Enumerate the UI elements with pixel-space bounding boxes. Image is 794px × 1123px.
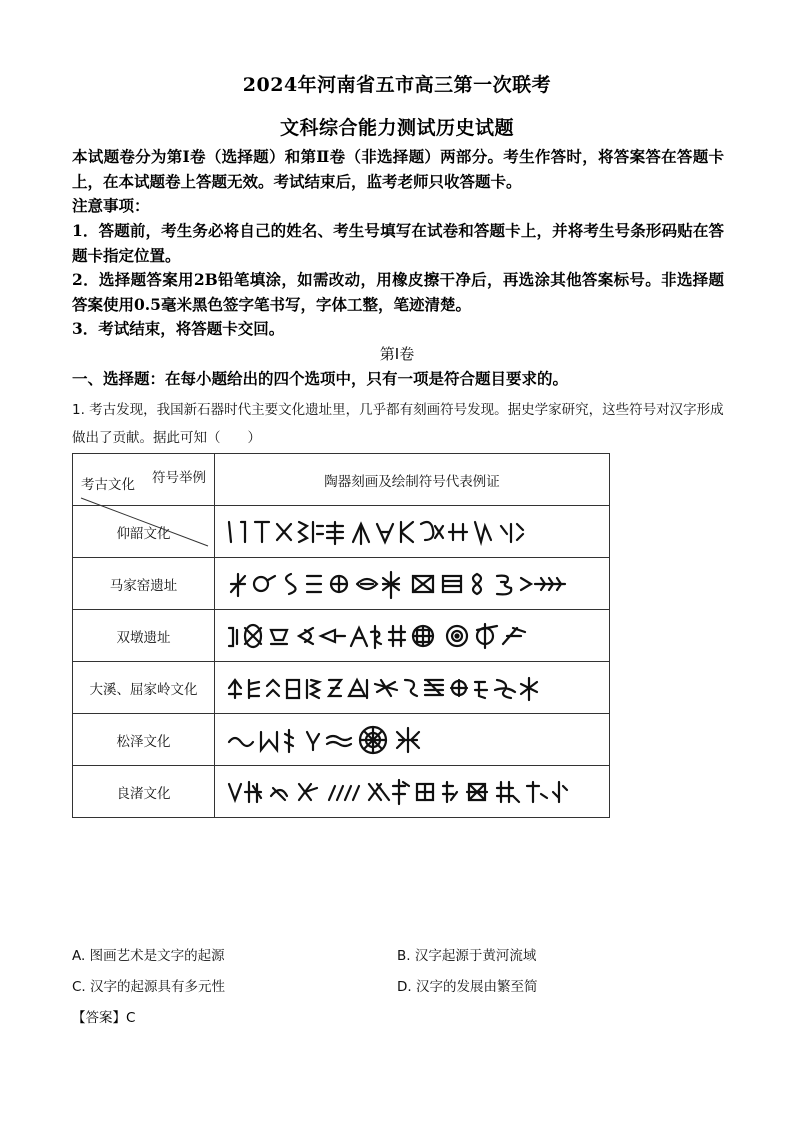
culture-name: 马家窑遗址 (73, 558, 215, 610)
table-row (73, 714, 610, 766)
exam-title: 2024年河南省五市高三第一次联考 (242, 74, 552, 96)
table-row (73, 610, 610, 662)
table-corner-cell (73, 454, 215, 506)
header-evidence: 陶器刻画及绘制符号代表例证 (215, 454, 610, 506)
option-a: A. 图画艺术是文字的起源 (72, 948, 225, 964)
symbol-glyphs (215, 714, 610, 766)
option-d: D. 汉字的发展由繁至简 (397, 979, 538, 995)
notice-item-1: 1．答题前，考生务必将自己的姓名、考生号填写在试卷和答题卡上，并将考生号条形码贴在答题卡指定位置。 (72, 221, 724, 265)
table-row (73, 766, 610, 818)
liangzhu-symbols-icon (221, 772, 601, 812)
songze-symbols-icon (221, 720, 601, 760)
culture-name: 双墩遗址 (73, 610, 215, 662)
symbol-table (72, 453, 610, 818)
answer-label: 【答案】C (72, 1010, 136, 1026)
majiayao-symbols-icon (221, 564, 601, 604)
table-row (73, 662, 610, 714)
symbol-glyphs (215, 506, 610, 558)
culture-name: 松泽文化 (73, 714, 215, 766)
culture-name: 大溪、屈家岭文化 (73, 662, 215, 714)
symbol-glyphs (215, 662, 610, 714)
symbol-glyphs (215, 766, 610, 818)
question-1-stem: 1. 考古发现，我国新石器时代主要文化遗址里，几乎都有刻画符号发现。据史学家研究，这些符号对汉字形成做出了贡献。据此可知（ ） (72, 402, 724, 446)
section-title: 一、选择题：在每小题给出的四个选项中，只有一项是符合题目要求的。 (72, 369, 569, 388)
shuangdun-symbols-icon (221, 616, 601, 656)
exam-subtitle: 文科综合能力测试历史试题 (279, 117, 514, 139)
notice-heading: 注意事项： (72, 196, 150, 215)
culture-name: 仰韶文化 (73, 506, 215, 558)
yangshao-symbols-icon (221, 512, 601, 552)
header-archaeological-culture: 考古文化 (81, 477, 135, 493)
option-c: C. 汉字的起源具有多元性 (72, 979, 226, 995)
option-b: B. 汉字起源于黄河流域 (397, 948, 537, 964)
symbol-glyphs (215, 610, 610, 662)
header-symbol-examples: 符号举例 (152, 470, 206, 486)
table-header-row (73, 454, 610, 506)
volume-label: 第Ⅰ卷 (379, 345, 415, 363)
notice-item-2: 2．选择题答案用2B铅笔填涂，如需改动，用橡皮擦干净后，再选涂其他答案标号。非选择题答案使用0.5毫米黑色签字笔书写，字体工整，笔迹清楚。 (72, 270, 724, 314)
culture-name: 良渚文化 (73, 766, 215, 818)
symbol-glyphs (215, 558, 610, 610)
notice-item-3: 3．考试结束，将答题卡交回。 (72, 319, 285, 338)
daxi-qujialing-symbols-icon (221, 668, 601, 708)
intro-paragraph: 本试题卷分为第Ⅰ卷（选择题）和第Ⅱ卷（非选择题）两部分。考生作答时，将答案答在答题卡上，在本试题卷上答题无效。考试结束后，监考老师只收答题卡。 (72, 147, 724, 191)
